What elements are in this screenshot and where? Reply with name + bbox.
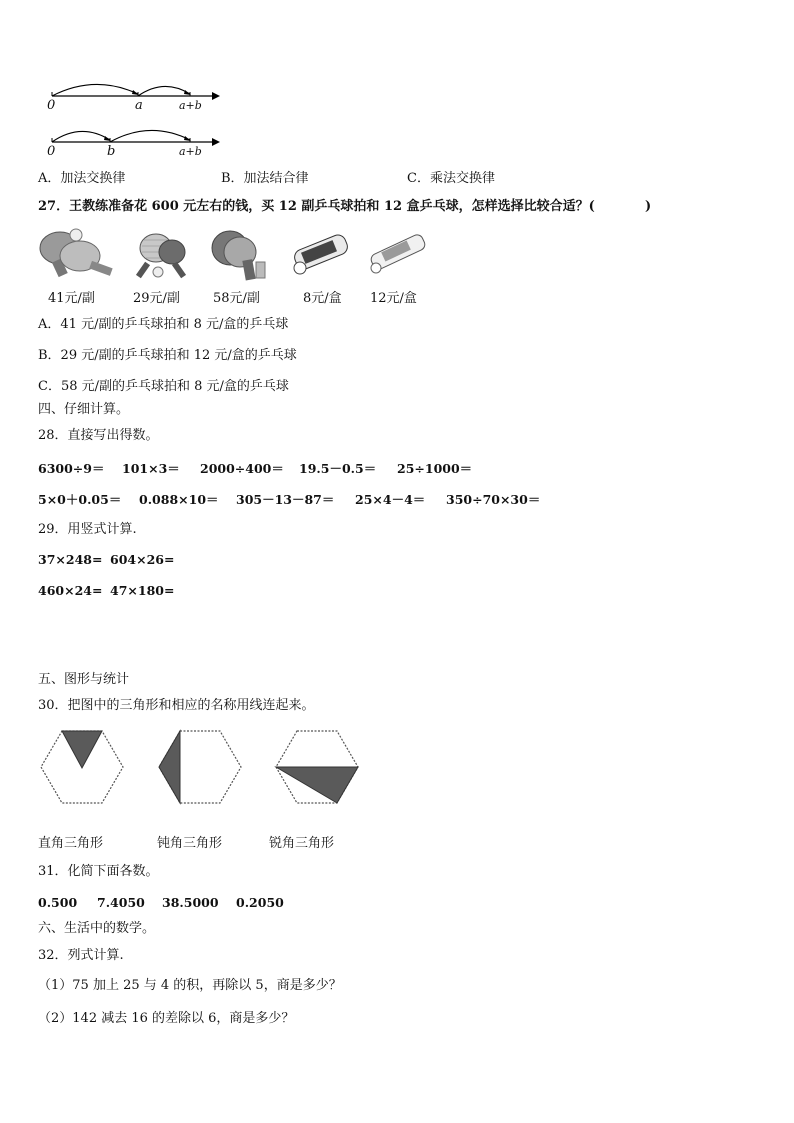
ball-box-2-image [366, 226, 432, 282]
label-right-triangle: 直角三角形 [38, 836, 104, 851]
q28-item: 25÷1000＝ [397, 461, 473, 476]
q26-option-c[interactable]: C．乘法交换律 [407, 171, 495, 186]
nl-bottom-zero: 0 [47, 144, 56, 159]
q26-option-a[interactable]: A．加法交换律 [38, 171, 126, 186]
label-acute-triangle: 锐角三角形 [269, 836, 335, 851]
q29-item: 47×180= [110, 583, 175, 598]
price-label-4: 8元/盒 [303, 291, 342, 306]
q29-item: 460×24= [38, 583, 103, 598]
q28-item: 350÷70×30＝ [446, 492, 541, 507]
q29-item: 37×248= [38, 552, 103, 567]
price-label-1: 41元/副 [48, 291, 95, 306]
label-obtuse-triangle: 钝角三角形 [157, 836, 223, 851]
q28-stem: 28．直接写出得数。 [38, 428, 159, 443]
q28-item: 101×3＝ [122, 461, 180, 476]
nl-bottom-ab: a+b [179, 145, 202, 158]
q28-item: 6300÷9＝ [38, 461, 105, 476]
q28-item: 5×0＋0.05＝ [38, 492, 122, 507]
nl-top-zero: 0 [47, 98, 56, 113]
q27-option-c[interactable]: C．58 元/副的乒乓球拍和 8 元/盒的乒乓球 [38, 379, 289, 394]
q27-paren-close: ) [645, 199, 652, 214]
nl-top-ab: a+b [179, 99, 202, 112]
q27-option-a[interactable]: A．41 元/副的乒乓球拍和 8 元/盒的乒乓球 [38, 317, 289, 332]
q30-stem: 30．把图中的三角形和相应的名称用线连起来。 [38, 698, 315, 713]
price-label-2: 29元/副 [133, 291, 180, 306]
q26-option-b[interactable]: B．加法结合律 [221, 171, 309, 186]
q28-item: 19.5－0.5＝ [299, 461, 377, 476]
price-label-5: 12元/盒 [370, 291, 417, 306]
q31-number: 38.5000 [162, 895, 219, 910]
q32-item-2: （2）142 减去 16 的差除以 6，商是多少？ [38, 1011, 295, 1026]
q28-item: 2000÷400＝ [200, 461, 284, 476]
q27-option-b[interactable]: B．29 元/副的乒乓球拍和 12 元/盒的乒乓球 [38, 348, 297, 363]
hexagon-figure-1 [38, 728, 126, 806]
q28-item: 0.088×10＝ [139, 492, 219, 507]
hexagon-figure-3 [273, 728, 361, 806]
paddle-set-3-image [208, 226, 270, 282]
q29-stem: 29．用竖式计算. [38, 522, 137, 537]
nl-top-a: a [135, 98, 143, 113]
paddle-set-1-image [36, 226, 116, 282]
q31-number: 7.4050 [97, 895, 145, 910]
q31-number: 0.2050 [236, 895, 284, 910]
hexagon-figure-2 [156, 728, 244, 806]
paddle-set-2-image [128, 228, 194, 284]
section-5-heading: 五、图形与统计 [38, 672, 130, 687]
section-6-heading: 六、生活中的数学。 [38, 921, 156, 936]
q31-number: 0.500 [38, 895, 78, 910]
q28-item: 305－13－87＝ [236, 492, 335, 507]
q32-stem: 32．列式计算. [38, 948, 124, 963]
nl-bottom-b: b [107, 144, 116, 159]
q27-stem: 27．王教练准备花 600 元左右的钱，买 12 副乒乓球拍和 12 盒乒乓球，怎样选择比较合适？( [38, 199, 595, 214]
q32-item-1: （1）75 加上 25 与 4 的积，再除以 5，商是多少？ [38, 978, 342, 993]
ball-box-1-image [290, 226, 356, 282]
q31-stem: 31．化简下面各数。 [38, 864, 159, 879]
q29-item: 604×26= [110, 552, 175, 567]
section-4-heading: 四、仔细计算。 [38, 402, 130, 417]
q28-item: 25×4－4＝ [355, 492, 426, 507]
price-label-3: 58元/副 [213, 291, 260, 306]
